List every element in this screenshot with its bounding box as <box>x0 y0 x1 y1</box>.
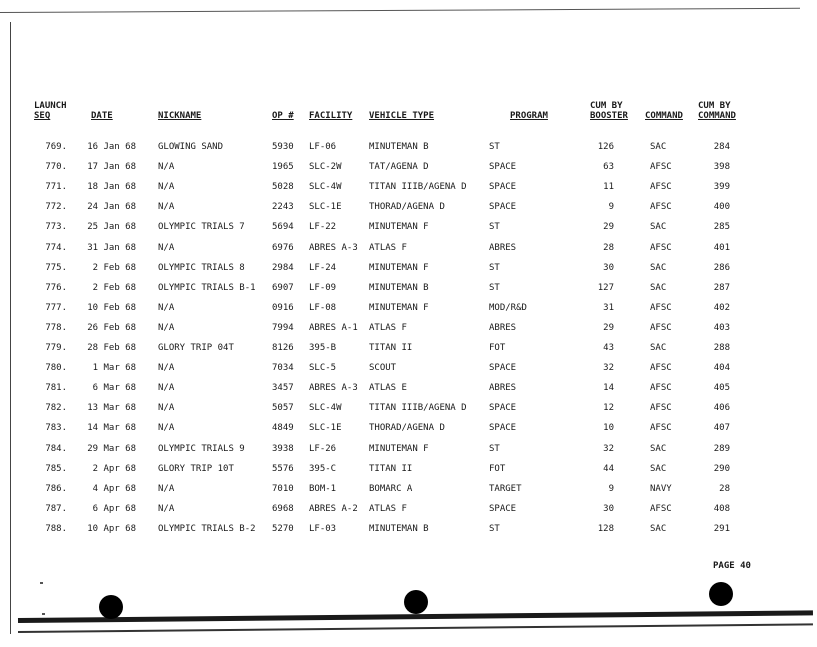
vehicle-type-cell: ATLAS F <box>369 503 407 514</box>
cum-by-command-cell: 403 <box>713 322 730 333</box>
program-cell: ST <box>489 222 500 233</box>
nickname-cell: N/A <box>158 202 175 213</box>
program-cell: TARGET <box>489 483 522 494</box>
facility-cell: ABRES A-3 <box>309 383 358 394</box>
date-cell: 2 Feb 68 <box>92 282 136 293</box>
cum-by-command-cell: 400 <box>713 202 730 213</box>
program-cell: SPACE <box>489 423 517 434</box>
date-cell: 10 Apr 68 <box>87 523 136 534</box>
table-row <box>0 219 817 235</box>
nickname-cell: N/A <box>158 322 175 333</box>
cum-by-booster-cell: 128 <box>597 523 614 534</box>
header-facility: FACILITY <box>309 111 353 121</box>
date-cell: 2 Apr 68 <box>92 463 136 474</box>
cum-by-booster-cell: 29 <box>603 322 614 333</box>
facility-cell: SLC-4W <box>309 182 342 193</box>
nickname-cell: N/A <box>158 403 175 414</box>
date-cell: 1 Mar 68 <box>92 363 136 374</box>
speck-mark <box>40 582 43 584</box>
launch-seq-cell: 786. <box>45 483 67 494</box>
cum-by-booster-cell: 43 <box>603 343 614 353</box>
header-cum-by-booster-line1: CUM BY <box>590 101 623 111</box>
vehicle-type-cell: ATLAS F <box>369 322 407 333</box>
table-row <box>0 521 817 537</box>
op-number-cell: 6976 <box>272 242 294 253</box>
op-number-cell: 5028 <box>272 182 294 193</box>
header-nickname: NICKNAME <box>158 111 202 121</box>
nickname-cell: N/A <box>158 302 175 313</box>
program-cell: FOT <box>489 343 506 353</box>
cum-by-command-cell: 401 <box>713 242 730 253</box>
vehicle-type-cell: ATLAS E <box>369 383 407 394</box>
nickname-cell: GLORY TRIP 10T <box>158 463 234 474</box>
nickname-cell: OLYMPIC TRIALS 9 <box>158 443 245 454</box>
date-cell: 13 Mar 68 <box>87 403 136 414</box>
command-cell: SAC <box>650 142 667 152</box>
header-command: COMMAND <box>645 111 683 121</box>
cum-by-booster-cell: 31 <box>603 302 614 313</box>
table-row <box>0 240 817 256</box>
op-number-cell: 5270 <box>272 523 294 534</box>
op-number-cell: 6907 <box>272 282 294 293</box>
cum-by-command-cell: 402 <box>713 302 730 313</box>
facility-cell: LF-26 <box>309 443 337 454</box>
program-cell: SPACE <box>489 503 517 514</box>
vehicle-type-cell: TITAN IIIB/AGENA D <box>369 403 467 414</box>
table-row <box>0 139 817 155</box>
cum-by-command-cell: 408 <box>713 503 730 514</box>
command-cell: SAC <box>650 222 667 233</box>
vehicle-type-cell: MINUTEMAN F <box>369 262 429 273</box>
cum-by-booster-cell: 28 <box>603 242 614 253</box>
launch-seq-cell: 785. <box>45 463 67 474</box>
binder-hole-right <box>709 582 733 606</box>
op-number-cell: 7034 <box>272 363 294 374</box>
command-cell: SAC <box>650 282 667 293</box>
facility-cell: SLC-5 <box>309 363 337 374</box>
date-cell: 31 Jan 68 <box>87 242 136 253</box>
date-cell: 16 Jan 68 <box>87 142 136 152</box>
vehicle-type-cell: THORAD/AGENA D <box>369 202 445 213</box>
command-cell: SAC <box>650 343 667 353</box>
launch-seq-cell: 777. <box>45 302 67 313</box>
program-cell: SPACE <box>489 202 517 213</box>
table-row <box>0 420 817 436</box>
vehicle-type-cell: ATLAS F <box>369 242 407 253</box>
date-cell: 24 Jan 68 <box>87 202 136 213</box>
date-cell: 18 Jan 68 <box>87 182 136 193</box>
cum-by-command-cell: 291 <box>713 523 730 534</box>
op-number-cell: 5930 <box>272 142 294 152</box>
launch-seq-cell: 774. <box>45 242 67 253</box>
header-launch-seq-line1: LAUNCH <box>34 101 67 111</box>
header-vehicle-type: VEHICLE TYPE <box>369 111 435 121</box>
date-cell: 29 Mar 68 <box>87 443 136 454</box>
op-number-cell: 6968 <box>272 503 294 514</box>
nickname-cell: GLOWING SAND <box>158 142 224 152</box>
launch-seq-cell: 771. <box>45 182 67 193</box>
cum-by-booster-cell: 30 <box>603 262 614 273</box>
cum-by-booster-cell: 32 <box>603 443 614 454</box>
cum-by-command-cell: 28 <box>719 483 730 494</box>
launch-seq-cell: 772. <box>45 202 67 213</box>
binder-hole-left <box>99 595 123 619</box>
facility-cell: 395-C <box>309 463 337 474</box>
cum-by-command-cell: 406 <box>713 403 730 414</box>
program-cell: SPACE <box>489 403 517 414</box>
program-cell: ST <box>489 142 500 152</box>
facility-cell: LF-03 <box>309 523 337 534</box>
date-cell: 6 Apr 68 <box>92 503 136 514</box>
op-number-cell: 8126 <box>272 343 294 353</box>
cum-by-command-cell: 289 <box>713 443 730 454</box>
cum-by-booster-cell: 44 <box>603 463 614 474</box>
nickname-cell: OLYMPIC TRIALS B-2 <box>158 523 256 534</box>
nickname-cell: OLYMPIC TRIALS 7 <box>158 222 245 233</box>
table-row <box>0 461 817 477</box>
vehicle-type-cell: TITAN II <box>369 343 413 353</box>
nickname-cell: N/A <box>158 182 175 193</box>
program-cell: MOD/R&D <box>489 302 527 313</box>
command-cell: AFSC <box>650 162 672 173</box>
date-cell: 4 Apr 68 <box>92 483 136 494</box>
launch-seq-cell: 779. <box>45 343 67 353</box>
cum-by-command-cell: 398 <box>713 162 730 173</box>
command-cell: AFSC <box>650 202 672 213</box>
header-cum-by-command <box>698 101 736 121</box>
command-cell: AFSC <box>650 503 672 514</box>
header-date: DATE <box>91 111 113 121</box>
table-row <box>0 481 817 497</box>
page-number: PAGE 40 <box>713 561 751 571</box>
page-bottom-edge-shadow <box>18 623 813 633</box>
program-cell: FOT <box>489 463 506 474</box>
table-row <box>0 280 817 296</box>
binder-hole-center <box>404 590 428 614</box>
facility-cell: ABRES A-2 <box>309 503 358 514</box>
nickname-cell: N/A <box>158 483 175 494</box>
date-cell: 14 Mar 68 <box>87 423 136 434</box>
op-number-cell: 3938 <box>272 443 294 454</box>
command-cell: AFSC <box>650 182 672 193</box>
launch-seq-cell: 787. <box>45 503 67 514</box>
table-row <box>0 320 817 336</box>
vehicle-type-cell: THORAD/AGENA D <box>369 423 445 434</box>
program-cell: ST <box>489 443 500 454</box>
speck-mark <box>42 613 45 615</box>
command-cell: SAC <box>650 523 667 534</box>
facility-cell: SLC-1E <box>309 202 342 213</box>
facility-cell: SLC-1E <box>309 423 342 434</box>
table-row <box>0 159 817 175</box>
cum-by-booster-cell: 29 <box>603 222 614 233</box>
nickname-cell: OLYMPIC TRIALS 8 <box>158 262 245 273</box>
launch-seq-cell: 781. <box>45 383 67 394</box>
program-cell: ABRES <box>489 322 517 333</box>
table-row <box>0 199 817 215</box>
vehicle-type-cell: MINUTEMAN F <box>369 302 429 313</box>
cum-by-command-cell: 399 <box>713 182 730 193</box>
program-cell: SPACE <box>489 363 517 374</box>
header-cum-by-command-line1: CUM BY <box>698 101 731 111</box>
launch-seq-cell: 788. <box>45 523 67 534</box>
command-cell: SAC <box>650 463 667 474</box>
launch-seq-cell: 782. <box>45 403 67 414</box>
facility-cell: SLC-4W <box>309 403 342 414</box>
op-number-cell: 5694 <box>272 222 294 233</box>
nickname-cell: N/A <box>158 423 175 434</box>
op-number-cell: 0916 <box>272 302 294 313</box>
nickname-cell: N/A <box>158 162 175 173</box>
op-number-cell: 2984 <box>272 262 294 273</box>
date-cell: 17 Jan 68 <box>87 162 136 173</box>
header-cum-by-command-line2: COMMAND <box>698 111 736 121</box>
vehicle-type-cell: TITAN II <box>369 463 413 474</box>
table-row <box>0 260 817 276</box>
date-cell: 26 Feb 68 <box>87 322 136 333</box>
vehicle-type-cell: MINUTEMAN F <box>369 443 429 454</box>
date-cell: 28 Feb 68 <box>87 343 136 353</box>
nickname-cell: N/A <box>158 383 175 394</box>
header-program: PROGRAM <box>510 111 548 121</box>
table-row <box>0 360 817 376</box>
program-cell: SPACE <box>489 182 517 193</box>
command-cell: AFSC <box>650 322 672 333</box>
op-number-cell: 7994 <box>272 322 294 333</box>
header-cum-by-booster <box>590 101 628 121</box>
table-row <box>0 400 817 416</box>
launch-seq-cell: 773. <box>45 222 67 233</box>
date-cell: 10 Feb 68 <box>87 302 136 313</box>
command-cell: NAVY <box>650 483 672 494</box>
op-number-cell: 5057 <box>272 403 294 414</box>
program-cell: ST <box>489 262 500 273</box>
cum-by-command-cell: 284 <box>713 142 730 152</box>
date-cell: 6 Mar 68 <box>92 383 136 394</box>
vehicle-type-cell: MINUTEMAN B <box>369 142 429 152</box>
command-cell: AFSC <box>650 302 672 313</box>
program-cell: ST <box>489 523 500 534</box>
vehicle-type-cell: SCOUT <box>369 363 397 374</box>
command-cell: AFSC <box>650 383 672 394</box>
launch-seq-cell: 769. <box>45 142 67 152</box>
nickname-cell: OLYMPIC TRIALS B-1 <box>158 282 256 293</box>
launch-seq-cell: 783. <box>45 423 67 434</box>
launch-seq-cell: 775. <box>45 262 67 273</box>
date-cell: 2 Feb 68 <box>92 262 136 273</box>
header-op-number: OP # <box>272 111 294 121</box>
cum-by-command-cell: 404 <box>713 363 730 374</box>
facility-cell: SLC-2W <box>309 162 342 173</box>
cum-by-booster-cell: 127 <box>597 282 614 293</box>
facility-cell: LF-06 <box>309 142 337 152</box>
cum-by-command-cell: 286 <box>713 262 730 273</box>
command-cell: AFSC <box>650 363 672 374</box>
op-number-cell: 7010 <box>272 483 294 494</box>
vehicle-type-cell: MINUTEMAN B <box>369 523 429 534</box>
table-row <box>0 340 817 356</box>
op-number-cell: 4849 <box>272 423 294 434</box>
vehicle-type-cell: TAT/AGENA D <box>369 162 429 173</box>
cum-by-booster-cell: 126 <box>597 142 614 152</box>
cum-by-command-cell: 407 <box>713 423 730 434</box>
launch-seq-cell: 784. <box>45 443 67 454</box>
header-launch-seq <box>34 101 67 121</box>
cum-by-command-cell: 285 <box>713 222 730 233</box>
header-cum-by-booster-line2: BOOSTER <box>590 111 628 121</box>
launch-seq-cell: 780. <box>45 363 67 374</box>
header-launch-seq-line2: SEQ <box>34 111 51 121</box>
cum-by-booster-cell: 63 <box>603 162 614 173</box>
cum-by-command-cell: 405 <box>713 383 730 394</box>
op-number-cell: 1965 <box>272 162 294 173</box>
nickname-cell: N/A <box>158 503 175 514</box>
op-number-cell: 5576 <box>272 463 294 474</box>
launch-seq-cell: 778. <box>45 322 67 333</box>
table-row <box>0 501 817 517</box>
cum-by-command-cell: 287 <box>713 282 730 293</box>
command-cell: SAC <box>650 443 667 454</box>
launch-seq-cell: 776. <box>45 282 67 293</box>
facility-cell: LF-08 <box>309 302 337 313</box>
vehicle-type-cell: BOMARC A <box>369 483 413 494</box>
table-row <box>0 380 817 396</box>
launch-seq-cell: 770. <box>45 162 67 173</box>
facility-cell: LF-09 <box>309 282 337 293</box>
table-row <box>0 300 817 316</box>
cum-by-booster-cell: 9 <box>608 483 614 494</box>
nickname-cell: N/A <box>158 242 175 253</box>
cum-by-booster-cell: 9 <box>608 202 614 213</box>
cum-by-booster-cell: 14 <box>603 383 614 394</box>
cum-by-booster-cell: 12 <box>603 403 614 414</box>
command-cell: AFSC <box>650 423 672 434</box>
facility-cell: 395-B <box>309 343 337 353</box>
nickname-cell: N/A <box>158 363 175 374</box>
program-cell: SPACE <box>489 162 517 173</box>
table-row <box>0 441 817 457</box>
op-number-cell: 3457 <box>272 383 294 394</box>
op-number-cell: 2243 <box>272 202 294 213</box>
page-top-edge <box>0 8 800 13</box>
table-row <box>0 179 817 195</box>
vehicle-type-cell: TITAN IIIB/AGENA D <box>369 182 467 193</box>
command-cell: AFSC <box>650 242 672 253</box>
facility-cell: LF-22 <box>309 222 337 233</box>
program-cell: ABRES <box>489 242 517 253</box>
cum-by-command-cell: 288 <box>713 343 730 353</box>
cum-by-booster-cell: 30 <box>603 503 614 514</box>
cum-by-booster-cell: 10 <box>603 423 614 434</box>
cum-by-command-cell: 290 <box>713 463 730 474</box>
facility-cell: BOM-1 <box>309 483 337 494</box>
program-cell: ABRES <box>489 383 517 394</box>
facility-cell: LF-24 <box>309 262 337 273</box>
program-cell: ST <box>489 282 500 293</box>
vehicle-type-cell: MINUTEMAN F <box>369 222 429 233</box>
command-cell: AFSC <box>650 403 672 414</box>
cum-by-booster-cell: 32 <box>603 363 614 374</box>
nickname-cell: GLORY TRIP 04T <box>158 343 234 353</box>
facility-cell: ABRES A-3 <box>309 242 358 253</box>
vehicle-type-cell: MINUTEMAN B <box>369 282 429 293</box>
cum-by-booster-cell: 11 <box>603 182 614 193</box>
facility-cell: ABRES A-1 <box>309 322 358 333</box>
date-cell: 25 Jan 68 <box>87 222 136 233</box>
command-cell: SAC <box>650 262 667 273</box>
